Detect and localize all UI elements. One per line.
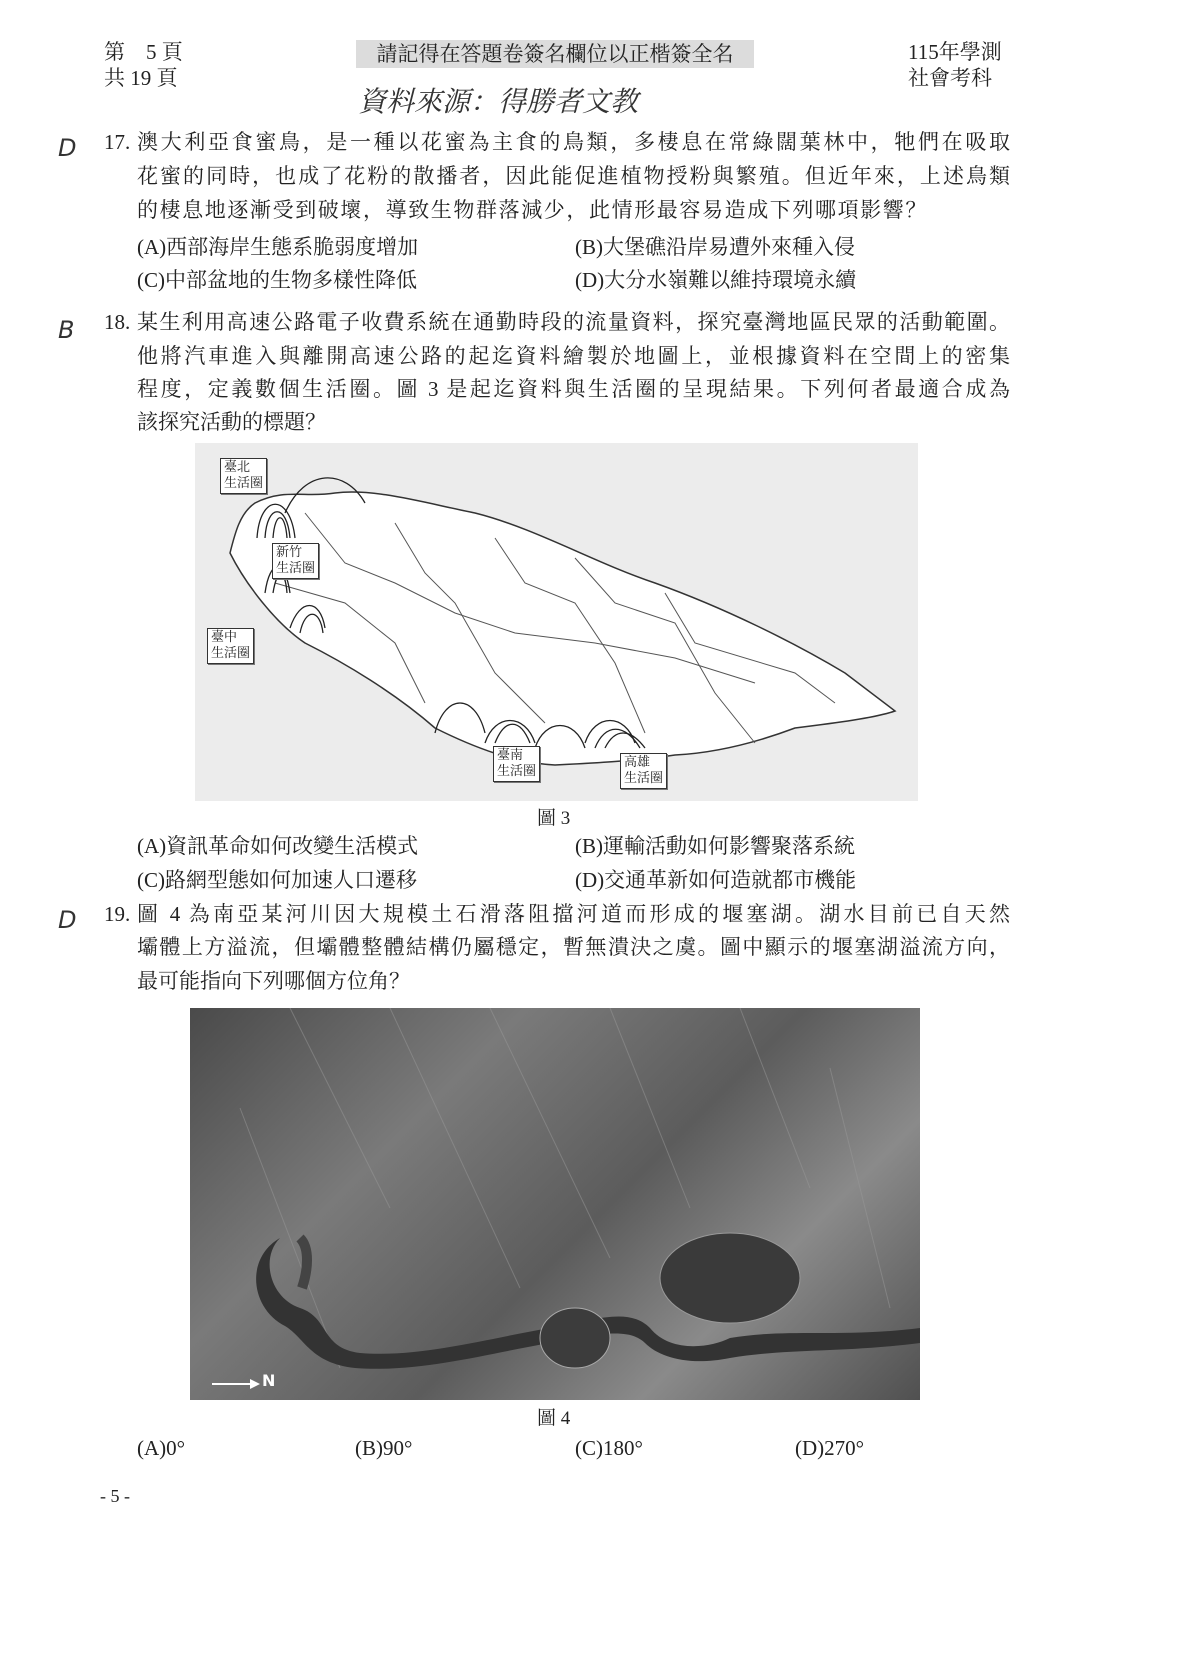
page-number-label: 第 5 頁 (104, 40, 183, 64)
figure-4-satellite-photo (190, 1008, 920, 1400)
question-19-line: 最可能指向下列哪個方位角？ (137, 969, 410, 993)
handwritten-answer-18: B (58, 316, 75, 344)
figure-3-caption: 圖 3 (537, 808, 571, 829)
option-18-d[interactable]: (D)交通革新如何造就都市機能 (575, 868, 857, 892)
option-18-c[interactable]: (C)路網型態如何加速人口遷移 (137, 868, 417, 892)
label-line: 高雄 (624, 755, 651, 770)
option-17-d[interactable]: (D)大分水嶺難以維持環境永續 (575, 268, 857, 292)
label-line: 生活圈 (211, 646, 251, 661)
label-line: 新竹 (276, 545, 303, 560)
option-19-c[interactable]: (C)180° (575, 1436, 643, 1460)
map-label-kaohsiung (620, 753, 667, 789)
question-18-line: 他將汽車進入與離開高速公路的起迄資料繪製於地圖上，並根據資料在空間上的密集 (137, 344, 1010, 368)
signature-notice: 請記得在答題卷簽名欄位以正楷簽全名 (356, 40, 754, 68)
subject-label: 社會考科 (908, 66, 992, 90)
option-18-b[interactable]: (B)運輸活動如何影響聚落系統 (575, 834, 855, 858)
option-19-d[interactable]: (D)270° (795, 1436, 865, 1460)
option-18-a[interactable]: (A)資訊革命如何改變生活模式 (137, 834, 419, 858)
question-19-line: 圖 4 為南亞某河川因大規模土石滑落阻擋河道而形成的堰塞湖。湖水目前已自天然 (137, 902, 1010, 926)
exam-title: 115年學測 (908, 40, 1002, 64)
handwritten-answer-17: D (58, 134, 77, 162)
map-label-taipei (220, 458, 267, 494)
question-18-line: 程度，定義數個生活圈。圖 3 是起迄資料與生活圈的呈現結果。下列何者最適合成為 (137, 377, 1010, 401)
label-line: 生活圈 (497, 764, 537, 779)
question-17-line: 澳大利亞食蜜鳥，是一種以花蜜為主食的鳥類，多棲息在常綠闊葉林中，牠們在吸取 (137, 130, 1010, 154)
question-18-line: 該探究活動的標題？ (137, 410, 326, 434)
taiwan-map-drawing (195, 443, 918, 801)
option-17-b[interactable]: (B)大堡礁沿岸易遭外來種入侵 (575, 235, 855, 259)
option-19-b[interactable]: (B)90° (355, 1436, 413, 1460)
map-label-tainan (493, 746, 540, 782)
figure-4-caption: 圖 4 (537, 1408, 571, 1429)
question-number-18: 18. (104, 310, 131, 334)
handwritten-answer-19: D (58, 906, 77, 934)
question-18-line: 某生利用高速公路電子收費系統在通勤時段的流量資料，探究臺灣地區民眾的活動範圍。 (137, 310, 1010, 334)
north-arrow-icon (212, 1379, 260, 1389)
footer-page-number: - 5 - (100, 1486, 130, 1506)
map-label-hsinchu (272, 543, 319, 579)
label-line: 生活圈 (276, 561, 316, 576)
question-17-line: 的棲息地逐漸受到破壞，導致生物群落減少，此情形最容易造成下列哪項影響？ (137, 198, 928, 222)
north-label: N (262, 1371, 276, 1390)
map-label-taichung (207, 628, 254, 664)
label-line: 生活圈 (224, 476, 264, 491)
question-number-17: 17. (104, 130, 131, 154)
landslide-lake-drawing (190, 1008, 920, 1400)
label-line: 臺中 (211, 630, 238, 645)
handwritten-source: 資料來源：得勝者文教 (358, 85, 639, 118)
figure-3-map (195, 443, 918, 801)
label-line: 生活圈 (624, 771, 664, 786)
label-line: 臺北 (224, 460, 251, 475)
question-19-line: 壩體上方溢流，但壩體整體結構仍屬穩定，暫無潰決之虞。圖中顯示的堰塞湖溢流方向， (137, 935, 1010, 959)
option-17-a[interactable]: (A)西部海岸生態系脆弱度增加 (137, 235, 419, 259)
question-number-19: 19. (104, 902, 131, 926)
label-line: 臺南 (497, 748, 524, 763)
option-17-c[interactable]: (C)中部盆地的生物多樣性降低 (137, 268, 417, 292)
question-17-line: 花蜜的同時，也成了花粉的散播者，因此能促進植物授粉與繁殖。但近年來，上述鳥類 (137, 164, 1010, 188)
option-19-a[interactable]: (A)0° (137, 1436, 186, 1460)
total-pages-label: 共 19 頁 (104, 66, 178, 90)
